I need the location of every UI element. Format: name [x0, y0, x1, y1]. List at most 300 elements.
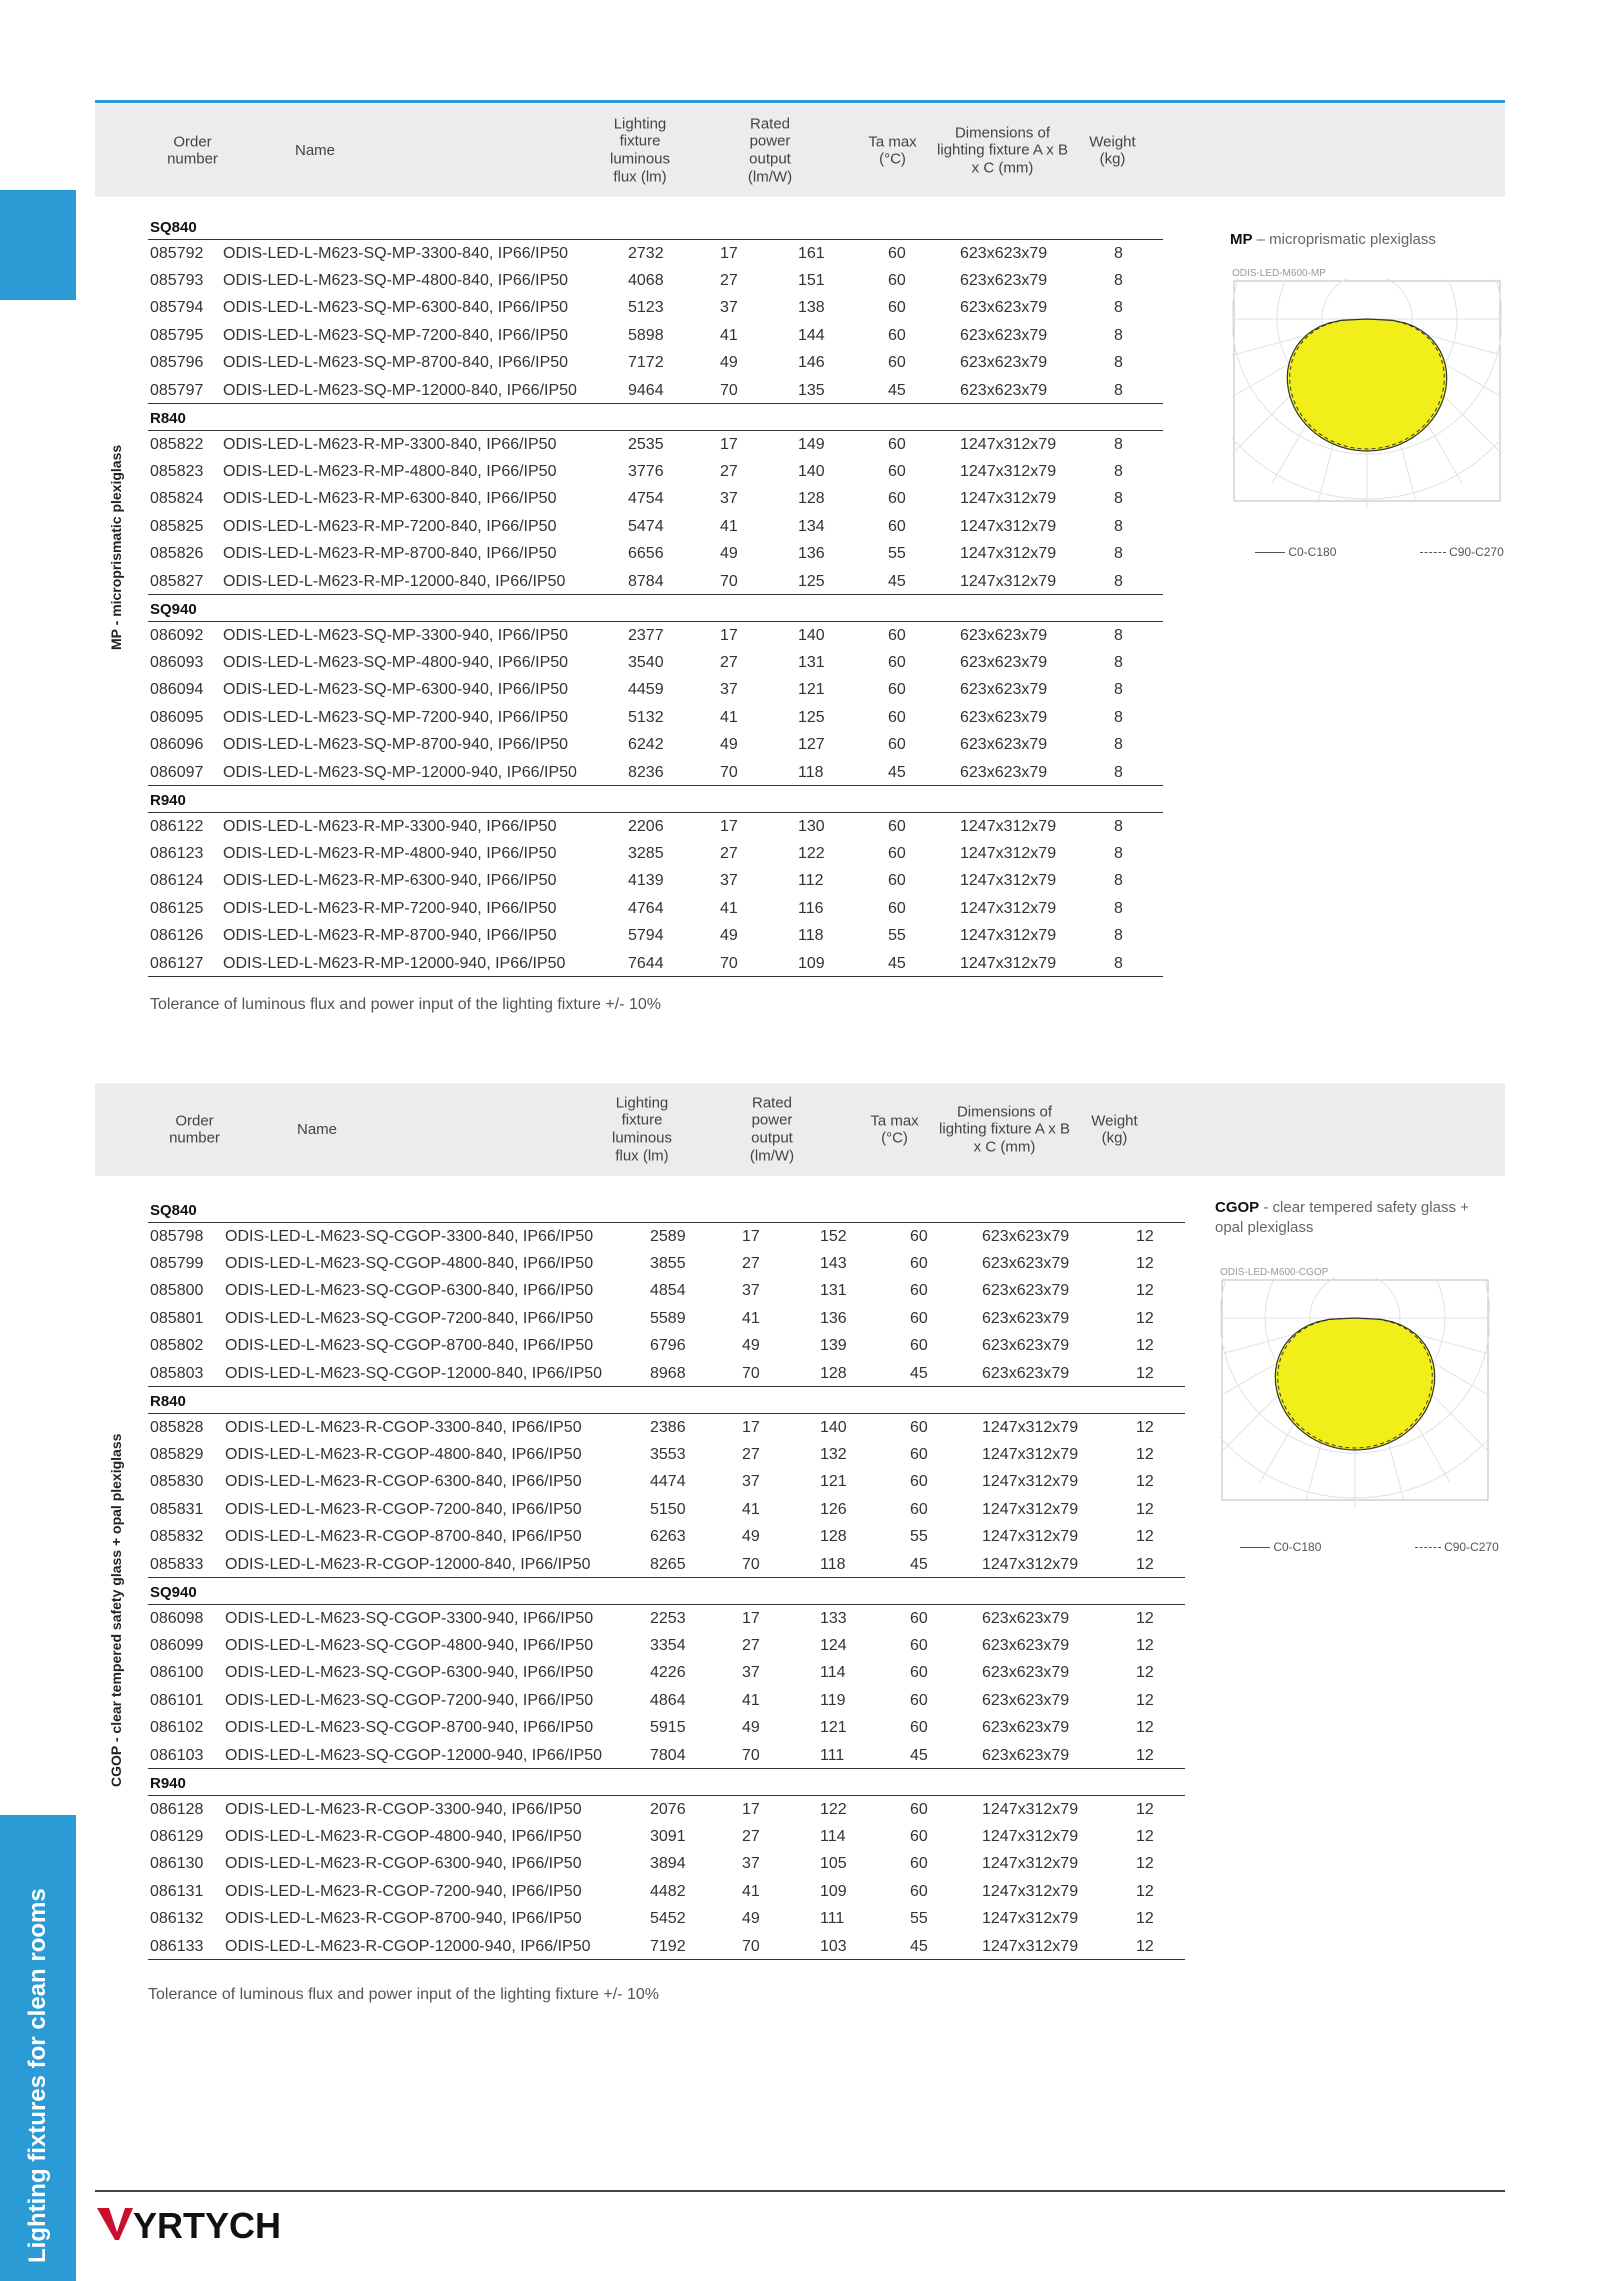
header-ta: Ta max (°C): [870, 1111, 919, 1147]
cell-dimensions: 623x623x79: [960, 299, 1048, 316]
left-accent-tab: [0, 190, 76, 300]
footer-line: [95, 2190, 1505, 2192]
table-row: [148, 377, 1163, 405]
cell-ta-max: 45: [888, 572, 906, 590]
cell-product-name: ODIS-LED-L-M623-R-CGOP-3300-940, IP66/IP50: [225, 1801, 582, 1818]
header-flux: Lighting fixture luminous flux (lm): [611, 1094, 673, 1165]
cell-weight: 8: [1114, 763, 1123, 781]
side-title-mp-desc: – microprismatic plexiglass: [1252, 231, 1436, 248]
cell-efficacy: 136: [820, 1309, 847, 1327]
group-heading: R940: [150, 1775, 186, 1792]
table-row: [148, 840, 1163, 868]
cell-power-input: 49: [742, 1719, 760, 1736]
cell-product-name: ODIS-LED-L-M623-SQ-MP-3300-940, IP66/IP50: [223, 627, 569, 644]
cell-power-input: 27: [720, 271, 738, 289]
cell-efficacy: 151: [798, 271, 825, 289]
cell-dimensions: 1247x312x79: [960, 436, 1057, 453]
cell-product-name: ODIS-LED-L-M623-SQ-CGOP-8700-840, IP66/IP50: [225, 1337, 594, 1354]
cell-product-name: ODIS-LED-L-M623-SQ-MP-6300-840, IP66/IP50: [223, 299, 569, 316]
cell-ta-max: 60: [888, 653, 906, 671]
cell-ta-max: 55: [888, 545, 906, 562]
cell-power-input: 27: [720, 653, 738, 671]
cell-product-name: ODIS-LED-L-M623-SQ-CGOP-6300-940, IP66/IP50: [225, 1664, 594, 1681]
cell-luminous-flux: 5150: [650, 1500, 686, 1518]
cell-dimensions: 623x623x79: [982, 1636, 1070, 1654]
cell-power-input: 17: [742, 1419, 760, 1436]
table-row: [148, 1360, 1185, 1388]
cell-order-number: 086125: [150, 899, 204, 917]
cell-product-name: ODIS-LED-L-M623-SQ-CGOP-4800-940, IP66/IP50: [225, 1636, 594, 1654]
header-weight: Weight (kg): [1091, 1111, 1138, 1147]
cell-ta-max: 45: [910, 1937, 928, 1955]
cell-order-number: 086092: [150, 627, 204, 644]
cell-order-number: 085826: [150, 545, 204, 562]
cell-order-number: 085803: [150, 1364, 204, 1382]
cell-dimensions: 1247x312x79: [982, 1500, 1079, 1518]
header-ta: Ta max (°C): [868, 132, 917, 168]
cell-weight: 12: [1136, 1282, 1154, 1299]
cell-product-name: ODIS-LED-L-M623-R-MP-12000-940, IP66/IP50: [223, 954, 566, 972]
table-row: [148, 267, 1163, 295]
cell-product-name: ODIS-LED-L-M623-SQ-CGOP-4800-840, IP66/IP50: [225, 1254, 594, 1272]
table-row: [148, 812, 1163, 840]
cell-product-name: ODIS-LED-L-M623-R-CGOP-6300-840, IP66/IP50: [225, 1473, 582, 1490]
cell-ta-max: 60: [888, 708, 906, 726]
top-accent-line: [95, 100, 1505, 103]
cell-efficacy: 119: [820, 1691, 846, 1709]
cell-efficacy: 128: [798, 490, 825, 507]
cell-dimensions: 1247x312x79: [982, 1827, 1079, 1845]
cell-weight: 12: [1136, 1691, 1154, 1709]
cell-luminous-flux: 4482: [650, 1882, 686, 1900]
header-weight: Weight (kg): [1089, 132, 1136, 168]
cell-weight: 12: [1136, 1610, 1154, 1627]
cell-power-input: 17: [720, 627, 738, 644]
cell-ta-max: 60: [888, 490, 906, 507]
table-row: [148, 1250, 1185, 1278]
cell-weight: 12: [1136, 1228, 1154, 1245]
cell-dimensions: 1247x312x79: [960, 490, 1057, 507]
cell-luminous-flux: 9464: [628, 381, 664, 399]
cell-order-number: 085830: [150, 1473, 204, 1490]
cell-ta-max: 60: [888, 818, 906, 835]
cell-ta-max: 60: [910, 1610, 928, 1627]
cell-power-input: 41: [720, 708, 738, 726]
cell-product-name: ODIS-LED-L-M623-R-CGOP-7200-940, IP66/IP50: [225, 1882, 582, 1900]
cell-efficacy: 125: [798, 708, 825, 726]
cell-efficacy: 126: [820, 1500, 847, 1518]
cell-ta-max: 60: [910, 1282, 928, 1299]
table-header-cgop: [95, 1083, 1505, 1176]
cell-weight: 8: [1114, 381, 1123, 399]
cell-luminous-flux: 4474: [650, 1473, 686, 1490]
tolerance-note-cgop: Tolerance of luminous flux and power input of the lighting fixture +/- 10%: [148, 1986, 659, 2003]
cell-dimensions: 623x623x79: [982, 1364, 1070, 1382]
cell-weight: 12: [1136, 1719, 1154, 1736]
table-row: [148, 621, 1163, 649]
cell-dimensions: 1247x312x79: [960, 818, 1057, 835]
cell-order-number: 086122: [150, 818, 204, 835]
legend-solid-label-cgop: C0-C180: [1273, 1540, 1322, 1554]
cell-efficacy: 114: [820, 1664, 846, 1681]
cell-product-name: ODIS-LED-L-M623-R-CGOP-7200-840, IP66/IP50: [225, 1500, 582, 1518]
cell-luminous-flux: 8968: [650, 1364, 686, 1382]
cell-ta-max: 45: [888, 763, 906, 781]
cell-order-number: 086126: [150, 927, 204, 944]
cell-order-number: 085833: [150, 1555, 204, 1573]
cell-ta-max: 55: [910, 1528, 928, 1545]
cell-ta-max: 60: [910, 1827, 928, 1845]
table-row: [148, 1441, 1185, 1469]
table-row: [148, 1905, 1185, 1933]
cell-order-number: 085795: [150, 326, 204, 344]
cell-order-number: 086098: [150, 1610, 204, 1627]
cell-power-input: 37: [742, 1473, 760, 1490]
cell-weight: 8: [1114, 326, 1123, 344]
cell-weight: 12: [1136, 1555, 1154, 1573]
cell-power-input: 27: [742, 1827, 760, 1845]
cell-weight: 12: [1136, 1254, 1154, 1272]
table-row: [148, 922, 1163, 950]
cell-dimensions: 623x623x79: [982, 1664, 1070, 1681]
cell-dimensions: 1247x312x79: [982, 1555, 1079, 1573]
cell-weight: 8: [1114, 490, 1123, 507]
cell-dimensions: 1247x312x79: [982, 1882, 1079, 1900]
cell-luminous-flux: 7192: [650, 1937, 686, 1955]
cell-luminous-flux: 2732: [628, 245, 664, 262]
cell-ta-max: 60: [888, 844, 906, 862]
cell-efficacy: 131: [798, 653, 825, 671]
cell-luminous-flux: 3540: [628, 653, 664, 671]
cell-product-name: ODIS-LED-L-M623-SQ-CGOP-3300-840, IP66/IP50: [225, 1228, 594, 1245]
cell-ta-max: 60: [910, 1445, 928, 1463]
cell-ta-max: 60: [888, 736, 906, 753]
cell-luminous-flux: 3776: [628, 462, 664, 480]
cell-product-name: ODIS-LED-L-M623-R-CGOP-12000-940, IP66/IP50: [225, 1937, 591, 1955]
cell-weight: 8: [1114, 572, 1123, 590]
cell-product-name: ODIS-LED-L-M623-SQ-MP-8700-940, IP66/IP50: [223, 736, 569, 753]
cell-efficacy: 105: [820, 1855, 847, 1872]
section-label-mp: MP - microprismatic plexiglass: [108, 444, 124, 650]
cell-dimensions: 1247x312x79: [982, 1445, 1079, 1463]
cell-dimensions: 623x623x79: [960, 708, 1048, 726]
group-heading: R940: [150, 792, 186, 809]
legend-dashed-label-cgop: C90-C270: [1444, 1540, 1499, 1554]
cell-power-input: 37: [720, 299, 738, 316]
cell-power-input: 70: [720, 763, 738, 781]
cell-ta-max: 55: [888, 927, 906, 944]
cell-dimensions: 1247x312x79: [960, 517, 1057, 535]
cell-luminous-flux: 2253: [650, 1610, 686, 1627]
cell-luminous-flux: 3894: [650, 1855, 686, 1872]
cell-power-input: 41: [742, 1309, 760, 1327]
cell-ta-max: 60: [888, 899, 906, 917]
cell-power-input: 49: [742, 1910, 760, 1927]
polar-curve-cgop: [1220, 1278, 1490, 1533]
table-row: [148, 1742, 1185, 1770]
cell-power-input: 17: [742, 1801, 760, 1818]
cell-dimensions: 1247x312x79: [982, 1473, 1079, 1490]
cell-efficacy: 161: [798, 245, 825, 262]
cell-efficacy: 114: [820, 1827, 846, 1845]
table-row: [148, 1823, 1185, 1851]
product-table-cgop: [148, 1196, 1185, 1960]
cell-power-input: 49: [720, 545, 738, 562]
header-power: Rated power output (lm/W): [749, 1094, 795, 1165]
cell-dimensions: 623x623x79: [982, 1282, 1070, 1299]
cell-product-name: ODIS-LED-L-M623-R-MP-6300-840, IP66/IP50: [223, 490, 557, 507]
cell-order-number: 086097: [150, 763, 204, 781]
cell-power-input: 41: [720, 326, 738, 344]
side-title-cgop-code: CGOP: [1215, 1199, 1260, 1216]
cell-order-number: 085801: [150, 1309, 204, 1327]
cell-dimensions: 623x623x79: [960, 245, 1048, 262]
cell-weight: 12: [1136, 1473, 1154, 1490]
cell-ta-max: 60: [910, 1337, 928, 1354]
side-title-mp-code: MP: [1230, 231, 1253, 248]
group-heading: SQ840: [150, 1202, 197, 1219]
cell-efficacy: 124: [820, 1636, 847, 1654]
cell-luminous-flux: 6263: [650, 1528, 686, 1545]
cell-dimensions: 623x623x79: [960, 627, 1048, 644]
cell-weight: 8: [1114, 653, 1123, 671]
polar-name-mp: ODIS-LED-M600-MP: [1232, 268, 1326, 279]
cell-product-name: ODIS-LED-L-M623-R-MP-3300-940, IP66/IP50: [223, 818, 557, 835]
cell-dimensions: 1247x312x79: [982, 1801, 1079, 1818]
cell-order-number: 085822: [150, 436, 204, 453]
cell-luminous-flux: 8236: [628, 763, 664, 781]
header-order: Order number: [169, 1111, 220, 1147]
cell-weight: 12: [1136, 1910, 1154, 1927]
cell-order-number: 085799: [150, 1254, 204, 1272]
cell-weight: 8: [1114, 708, 1123, 726]
legend-dashed-line-mp: [1420, 552, 1446, 553]
cell-ta-max: 60: [910, 1801, 928, 1818]
cell-power-input: 49: [742, 1337, 760, 1354]
cell-efficacy: 140: [820, 1419, 847, 1436]
cell-power-input: 27: [720, 844, 738, 862]
table-row: [148, 239, 1163, 267]
cell-efficacy: 128: [820, 1364, 847, 1382]
cell-dimensions: 623x623x79: [960, 763, 1048, 781]
cell-order-number: 086132: [150, 1910, 204, 1927]
group-heading: SQ840: [150, 219, 197, 236]
cell-ta-max: 45: [888, 381, 906, 399]
cell-luminous-flux: 5794: [628, 927, 664, 944]
cell-efficacy: 138: [798, 299, 825, 316]
cell-product-name: ODIS-LED-L-M623-R-CGOP-4800-940, IP66/IP50: [225, 1827, 582, 1845]
cell-product-name: ODIS-LED-L-M623-R-MP-3300-840, IP66/IP50: [223, 436, 557, 453]
cell-efficacy: 125: [798, 572, 825, 590]
group-heading: R840: [150, 410, 186, 427]
group-heading: SQ940: [150, 601, 197, 618]
cell-dimensions: 623x623x79: [960, 326, 1048, 344]
table-row: [148, 1222, 1185, 1250]
cell-ta-max: 60: [910, 1855, 928, 1872]
cell-luminous-flux: 4764: [628, 899, 664, 917]
cell-ta-max: 60: [910, 1228, 928, 1245]
cell-dimensions: 1247x312x79: [982, 1419, 1079, 1436]
table-row: [148, 430, 1163, 458]
cell-dimensions: 623x623x79: [960, 354, 1048, 371]
cell-efficacy: 122: [820, 1801, 847, 1818]
cell-dimensions: 623x623x79: [960, 681, 1048, 698]
cell-order-number: 085798: [150, 1228, 204, 1245]
header-order: Order number: [167, 132, 218, 168]
cell-luminous-flux: 2076: [650, 1801, 686, 1818]
cell-power-input: 70: [720, 572, 738, 590]
table-row: [148, 731, 1163, 759]
cell-product-name: ODIS-LED-L-M623-SQ-CGOP-12000-940, IP66/IP50: [225, 1746, 603, 1764]
cell-power-input: 41: [742, 1691, 760, 1709]
cell-product-name: ODIS-LED-L-M623-SQ-CGOP-8700-940, IP66/IP50: [225, 1719, 594, 1736]
header-flux: Lighting fixture luminous flux (lm): [609, 115, 671, 186]
table-row: [148, 1795, 1185, 1823]
cell-ta-max: 45: [910, 1555, 928, 1573]
cell-dimensions: 1247x312x79: [960, 927, 1057, 944]
cell-weight: 12: [1136, 1337, 1154, 1354]
cell-weight: 8: [1114, 736, 1123, 753]
brand-logo: [95, 2202, 335, 2242]
cell-ta-max: 60: [888, 517, 906, 535]
cell-efficacy: 149: [798, 436, 825, 453]
cell-order-number: 086130: [150, 1855, 204, 1872]
legend-dashed-label-mp: C90-C270: [1449, 545, 1504, 559]
cell-luminous-flux: 4459: [628, 681, 664, 698]
cell-order-number: 086094: [150, 681, 204, 698]
header-name: Name: [294, 141, 335, 159]
cell-dimensions: 1247x312x79: [960, 899, 1057, 917]
cell-luminous-flux: 3354: [650, 1636, 686, 1654]
cell-order-number: 086133: [150, 1937, 204, 1955]
cell-order-number: 086128: [150, 1801, 204, 1818]
cell-efficacy: 146: [798, 354, 825, 371]
cell-weight: 12: [1136, 1528, 1154, 1545]
cell-weight: 12: [1136, 1664, 1154, 1681]
table-row: [148, 950, 1163, 978]
polar-diagram-mp: [1232, 268, 1502, 538]
cell-luminous-flux: 4068: [628, 271, 664, 289]
table-row: [148, 759, 1163, 787]
table-row: [148, 294, 1163, 322]
cell-ta-max: 60: [888, 462, 906, 480]
cell-product-name: ODIS-LED-L-M623-R-MP-7200-840, IP66/IP50: [223, 517, 557, 535]
cell-weight: 12: [1136, 1309, 1154, 1327]
cell-dimensions: 1247x312x79: [982, 1937, 1079, 1955]
table-row: [148, 540, 1163, 568]
cell-order-number: 085823: [150, 462, 204, 480]
table-row: [148, 349, 1163, 377]
cell-luminous-flux: 6656: [628, 545, 664, 562]
cell-luminous-flux: 4226: [650, 1664, 686, 1681]
cell-order-number: 086095: [150, 708, 204, 726]
cell-dimensions: 1247x312x79: [982, 1855, 1079, 1872]
cell-ta-max: 55: [910, 1910, 928, 1927]
sidebar-category-tab: [0, 1815, 76, 2281]
cell-power-input: 49: [742, 1528, 760, 1545]
cell-weight: 12: [1136, 1855, 1154, 1872]
cell-power-input: 49: [720, 736, 738, 753]
cell-efficacy: 111: [820, 1746, 845, 1764]
cell-power-input: 70: [742, 1364, 760, 1382]
cell-order-number: 085802: [150, 1337, 204, 1354]
table-row: [148, 676, 1163, 704]
cell-power-input: 70: [742, 1746, 760, 1764]
cell-weight: 12: [1136, 1364, 1154, 1382]
cell-weight: 8: [1114, 927, 1123, 944]
cell-luminous-flux: 4864: [650, 1691, 686, 1709]
cell-order-number: 085831: [150, 1500, 204, 1518]
cell-weight: 12: [1136, 1445, 1154, 1463]
cell-efficacy: 121: [820, 1719, 847, 1736]
section-label-cgop: CGOP - clear tempered safety glass + opal plexiglass: [108, 1433, 124, 1787]
cell-efficacy: 127: [798, 736, 825, 753]
cell-power-input: 70: [720, 381, 738, 399]
cell-order-number: 085796: [150, 354, 204, 371]
table-row: [148, 1523, 1185, 1551]
cell-power-input: 37: [742, 1855, 760, 1872]
cell-power-input: 37: [742, 1282, 760, 1299]
cell-order-number: 086096: [150, 736, 204, 753]
cell-product-name: ODIS-LED-L-M623-SQ-MP-12000-840, IP66/IP50: [223, 381, 577, 399]
cell-ta-max: 60: [910, 1500, 928, 1518]
cell-ta-max: 60: [888, 681, 906, 698]
cell-luminous-flux: 4854: [650, 1282, 686, 1299]
table-row: [148, 1496, 1185, 1524]
table-row: [148, 1305, 1185, 1333]
legend-solid-line-mp: [1255, 552, 1285, 553]
cell-power-input: 27: [742, 1254, 760, 1272]
header-dims: Dimensions of lighting fixture A x B x C (mm): [937, 123, 1068, 177]
table-row: [148, 649, 1163, 677]
cell-weight: 8: [1114, 545, 1123, 562]
cell-product-name: ODIS-LED-L-M623-SQ-CGOP-7200-840, IP66/IP50: [225, 1309, 594, 1327]
cell-luminous-flux: 7172: [628, 354, 664, 371]
cell-ta-max: 60: [910, 1719, 928, 1736]
cell-efficacy: 121: [820, 1473, 847, 1490]
cell-power-input: 49: [720, 354, 738, 371]
cell-weight: 8: [1114, 954, 1123, 972]
cell-power-input: 70: [742, 1555, 760, 1573]
table-row: [148, 1714, 1185, 1742]
table-row: [148, 1933, 1185, 1961]
cell-order-number: 086103: [150, 1746, 204, 1764]
cell-efficacy: 121: [798, 681, 825, 698]
cell-luminous-flux: 7644: [628, 954, 664, 972]
cell-power-input: 17: [742, 1228, 760, 1245]
cell-ta-max: 60: [910, 1309, 928, 1327]
cell-efficacy: 139: [820, 1337, 847, 1354]
cell-efficacy: 136: [798, 545, 825, 562]
cell-ta-max: 60: [910, 1691, 928, 1709]
table-row: [148, 704, 1163, 732]
cell-efficacy: 111: [820, 1910, 845, 1927]
cell-order-number: 086093: [150, 653, 204, 671]
group-heading: SQ940: [150, 1584, 197, 1601]
cell-weight: 8: [1114, 818, 1123, 835]
cell-product-name: ODIS-LED-L-M623-R-MP-7200-940, IP66/IP50: [223, 899, 557, 917]
cell-dimensions: 623x623x79: [960, 381, 1048, 399]
cell-ta-max: 60: [888, 872, 906, 889]
legend-dashed-line-cgop: [1415, 1547, 1441, 1548]
table-row: [148, 322, 1163, 350]
cell-order-number: 085827: [150, 572, 204, 590]
product-table-mp: [148, 213, 1163, 977]
table-header-mp: [95, 104, 1505, 197]
cell-product-name: ODIS-LED-L-M623-SQ-MP-3300-840, IP66/IP50: [223, 245, 569, 262]
cell-ta-max: 60: [888, 299, 906, 316]
cell-product-name: ODIS-LED-L-M623-SQ-CGOP-3300-940, IP66/IP50: [225, 1610, 594, 1627]
